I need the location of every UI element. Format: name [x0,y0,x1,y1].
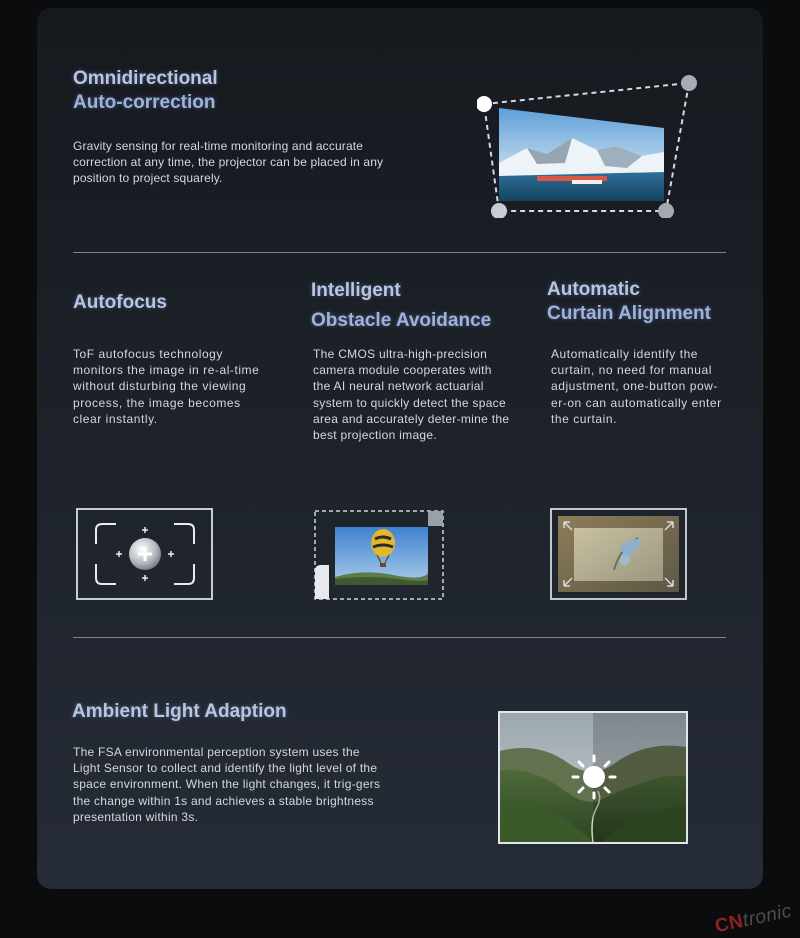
focus-target-icon [76,508,214,601]
curtain-alignment-description: Automatically identify the curtain, no need for manual adjustment, one-button pow-er-on can automatically enter the curtain. [551,347,722,426]
auto-correction-description: Gravity sensing for real-time monitoring and accurate correction at any time, the projector can be placed in any position to project squarely. [73,139,384,186]
obstacle-avoidance-title-line1: Intelligent [311,280,401,301]
auto-correction-title-line2: Auto-correction [73,92,216,113]
ambient-light-landscape-illustration [498,711,688,844]
obstacle-avoidance-title [311,276,491,336]
watermark-part1: CN [713,910,746,938]
divider-1 [73,252,726,253]
curtain-alignment-title-line1: Automatic [547,279,640,300]
watermark-part2: tronic [741,900,794,932]
autofocus-title: Autofocus [73,292,167,313]
ambient-light-description: The FSA environmental perception system uses the Light Sensor to collect and identify the light level of the space environment. When the light changes, it trig-gers the change within 1s and achieves a stable brightness presentation within 3s. [73,745,381,824]
ambient-light-title: Ambient Light Adaption [72,701,287,722]
curtain-butterfly-icon [550,508,688,602]
feature-panel [37,8,763,889]
obstacle-avoidance-title-line2: Obstacle Avoidance [311,310,492,331]
divider-2 [73,637,726,638]
keystone-correction-illustration [477,68,697,218]
watermark-logo [713,900,794,938]
curtain-alignment-title [547,278,711,326]
auto-correction-title-line1: Omnidirectional [73,68,218,89]
autofocus-description: ToF autofocus technology monitors the image in re-al-time without disturbing the viewing process, the image becomes clear instantly. [73,347,260,426]
auto-correction-title [73,67,218,115]
curtain-alignment-title-line2: Curtain Alignment [547,303,711,324]
obstacle-balloon-icon [313,509,447,603]
obstacle-avoidance-description: The CMOS ultra-high-precision camera module cooperates with the AI neural network actuarial system to quickly detect the space area and accurately deter-mine the best projection image. [313,347,510,443]
